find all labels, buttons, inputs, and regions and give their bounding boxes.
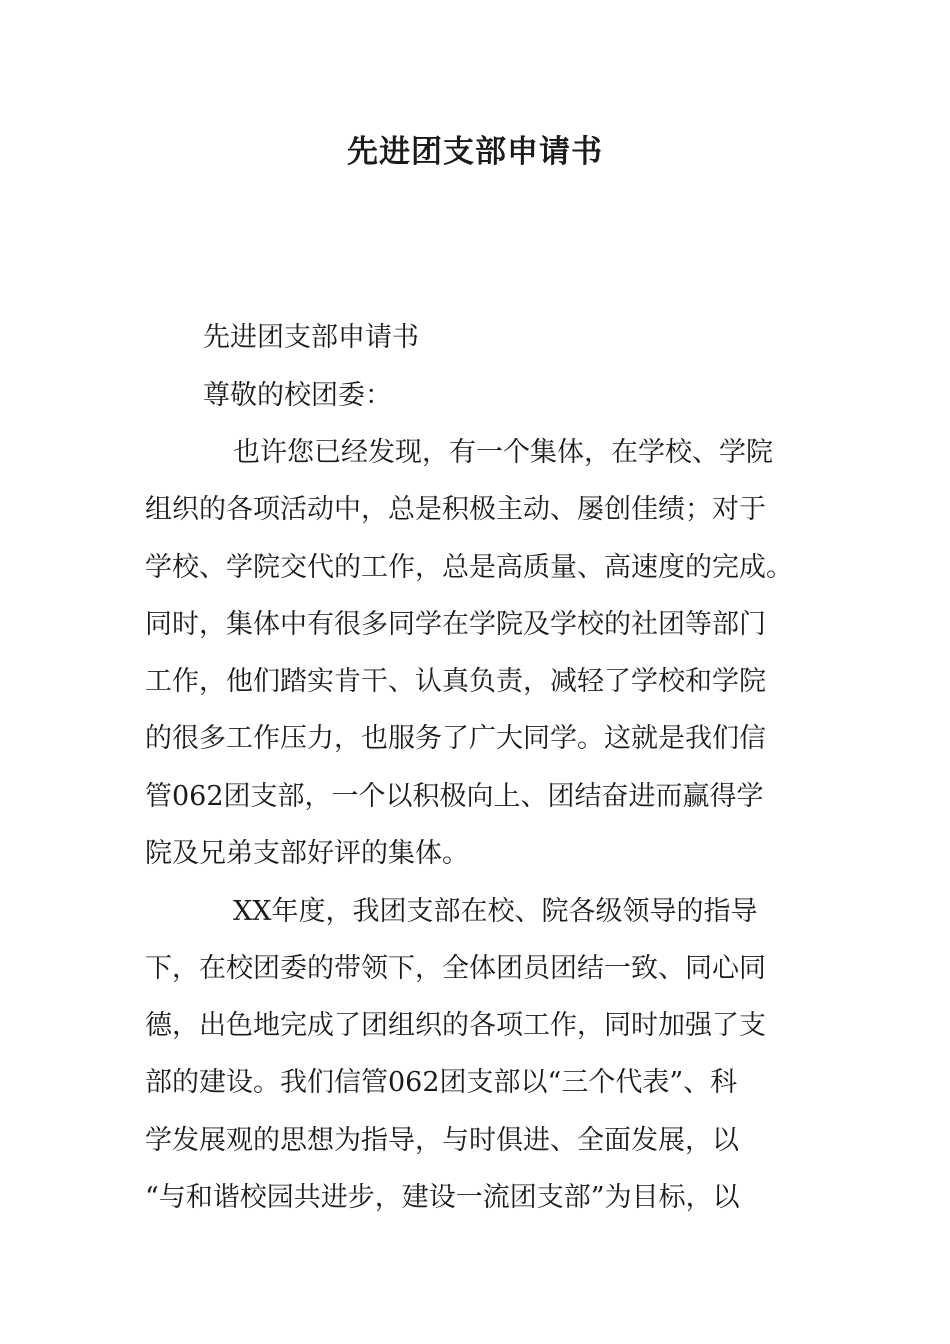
document-subtitle: 先进团支部申请书 <box>203 322 419 353</box>
paragraph-line: 工作，他们踏实肯干、认真负责，减轻了学校和学院 <box>145 666 766 697</box>
paragraph-line: 部的建设。我们信管062团支部以“三个代表”、科 <box>145 1067 738 1098</box>
paragraph-line: 同时，集体中有很多同学在学院及学校的社团等部门 <box>145 609 766 640</box>
paragraph-line: 院及兄弟支部好评的集体。 <box>145 838 469 869</box>
paragraph-line: 学校、学院交代的工作，总是高质量、高速度的完成。 <box>145 552 793 583</box>
paragraph-line: 的很多工作压力，也服务了广大同学。这就是我们信 <box>145 723 766 754</box>
paragraph-line: 管062团支部，一个以积极向上、团结奋进而赢得学 <box>145 781 764 812</box>
paragraph-line: XX年度，我团支部在校、院各级领导的指导 <box>233 896 758 927</box>
paragraph-line: 也许您已经发现，有一个集体，在学校、学院 <box>233 437 773 468</box>
paragraph-line: 德，出色地完成了团组织的各项工作，同时加强了支 <box>145 1010 766 1041</box>
paragraph-line: 学发展观的思想为指导，与时俱进、全面发展，以 <box>145 1125 739 1156</box>
paragraph-line: 下，在校团委的带领下，全体团员团结一致、同心同 <box>145 953 766 984</box>
document-title: 先进团支部申请书 <box>347 134 603 170</box>
paragraph-line: 组织的各项活动中，总是积极主动、屡创佳绩；对于 <box>145 494 766 525</box>
salutation: 尊敬的校团委： <box>203 380 392 411</box>
paragraph-line: “与和谐校园共进步，建设一流团支部”为目标，以 <box>145 1182 740 1213</box>
